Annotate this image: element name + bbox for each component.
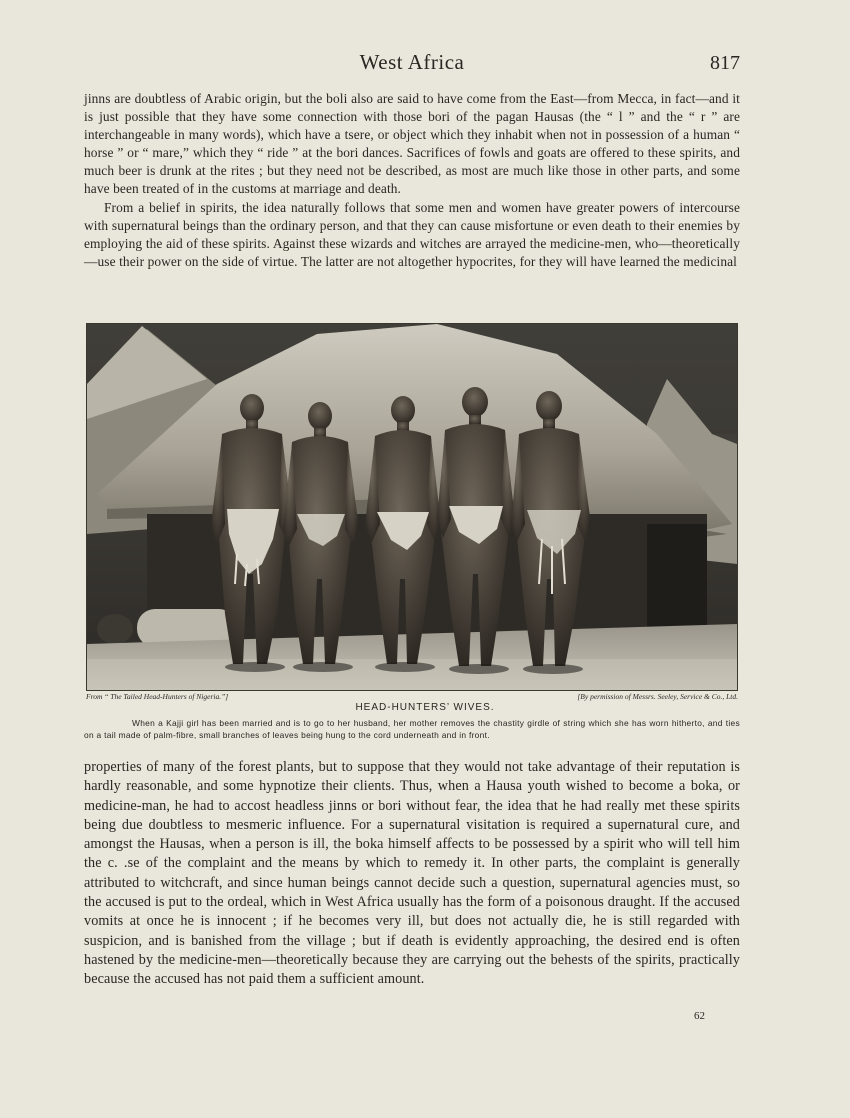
paragraph-belief-in-spirits: From a belief in spirits, the idea naturally follows that some men and women have greater powers of intercourse with supernatural beings than the ordinary person, and that they can cause misfortune or even death to their enemies by employing the aid of these spirits. Against these wizards and witches are arrayed the medicine-men, who—theoretically—use their power on the side of virtue. The latter are not altogether hypocrites, for they will have learned the medicinal xyxy=(84,199,740,269)
running-title: West Africa xyxy=(359,50,465,74)
bottom-text-block xyxy=(84,758,740,990)
photograph-head-hunters-wives xyxy=(86,323,738,691)
top-text-block xyxy=(84,90,740,271)
plate-caption: HEAD-HUNTERS’ WIVES. xyxy=(355,702,495,713)
plate-description: When a Kajji girl has been married and is to go to her husband, her mother removes the chastity girdle of string which she has worn hitherto, and ties on a tail made of palm-fibre, small branches of leaves being hung to the cord underneath and in front. xyxy=(84,718,740,740)
page-number: 817 xyxy=(710,52,740,74)
photo-source-credit: From “ The Tailed Head-Hunters of Nigeria.”] xyxy=(86,692,229,701)
running-head xyxy=(84,48,740,80)
photograph-illustration xyxy=(87,324,737,690)
photo-permission-credit: [By permission of Messrs. Seeley, Service & Co., Ltd. xyxy=(577,692,738,701)
printer-signature-mark: 62 xyxy=(694,1010,705,1022)
paragraph-jinns: jinns are doubtless of Arabic origin, but the boli also are said to have come from the East—from Mecca, in fact—and it is just possible that they have some connection with those bori of the pagan Hausas (the “ l ” and the “ r ” are interchangeable in many words), which have a tsere, or object which they inhabit when not in possession of a human “ horse ” or “ mare,” which they “ ride ” at the bori dances. Sacrifices of fowls and goats are offered to these spirits, and much beer is drunk at the rites ; but they need not be described, as most are much like those in other parts, and some have been treated of in the customs at marriage and death. xyxy=(84,91,740,197)
paragraph-forest-plants: properties of many of the forest plants, but to suppose that they would not take advantage of their reputation is hardly reasonable, and some hypnotize their clients. Thus, when a Hausa youth wished to become a boka, or medicine-man, he had to accost headless jinns or bori without fear, the idea that he had really met these spirits being due doubtless to mesmeric influence. For a supernatural visitation is required a supernatural cure, and amongst the Hausas, when a person is ill, the boka himself affects to be possessed by a spirit who will tell him the c. .se of the complaint and the means by which to remedy it. In other parts, the complaint is generally attributed to witchcraft, and since human beings cannot decide such a question, supernatural agencies must, so the accused is put to the ordeal, which in West Africa usually has the form of a poisonous draught. If the accused vomits at once he is innocent ; if he becomes very ill, but does not actually die, he is still regarded with suspicion, and is banished from the village ; but if death is evidently approaching, the desired end is often hastened by the medicine-men—theoretically because they are carrying out the behests of the spirits, practically because the accused has not paid them a sufficient amount. xyxy=(84,759,740,988)
